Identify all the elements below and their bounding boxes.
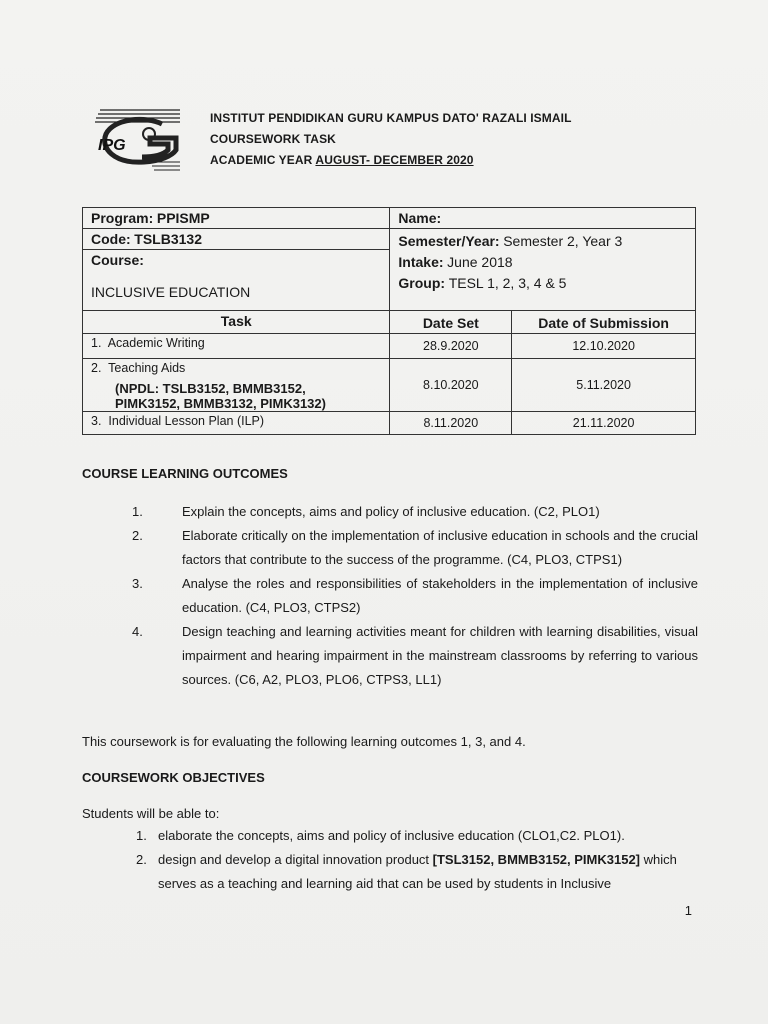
program-label: Program: xyxy=(91,210,154,226)
objective-codes: [TSL3152, BMMB3152, PIMK3152] xyxy=(432,852,641,867)
date-set-cell: 28.9.2020 xyxy=(390,334,512,359)
clo-text: Explain the concepts, aims and policy of inclusive education. (C2, PLO1) xyxy=(182,504,600,519)
list-item xyxy=(128,572,698,620)
academic-year xyxy=(210,150,572,171)
objective-text-pre: design and develop a digital innovation product xyxy=(158,852,433,867)
clo-text: Analyse the roles and responsibilities of stakeholders in the implementation of inclusive education. (C4, PLO3, CTPS2) xyxy=(182,576,698,615)
task-cell xyxy=(83,412,390,435)
clo-text: Elaborate critically on the implementation of inclusive education in schools and the crucial factors that contribute to the success of the programme. (C4, PLO3, CTPS1) xyxy=(182,528,698,567)
objective-number: 1. xyxy=(136,828,147,843)
task-name: Teaching Aids xyxy=(108,361,186,375)
submission-cell: 21.11.2020 xyxy=(512,412,696,435)
npdl-line-1: (NPDL: TSLB3152, BMMB3152, xyxy=(115,381,306,396)
academic-year-value: AUGUST- DECEMBER 2020 xyxy=(315,153,474,167)
course-label: Course: xyxy=(91,252,144,268)
institute-name: INSTITUT PENDIDIKAN GURU KAMPUS DATO' RAZALI ISMAIL xyxy=(210,111,572,125)
task-number: 1. xyxy=(91,336,102,350)
submission-cell: 5.11.2020 xyxy=(512,359,696,412)
clo-number: 1. xyxy=(132,504,143,519)
program-cell xyxy=(83,208,390,229)
clo-text: Design teaching and learning activities meant for children with learning disabilities, visual impairment and hearing impairment in the mainstream classrooms by referring to various sources. (C6, A2, PLO3, PLO6, CTPS3, LL1) xyxy=(182,624,698,687)
objectives-title: COURSEWORK OBJECTIVES xyxy=(82,770,265,785)
clo-list xyxy=(128,500,698,692)
course-cell xyxy=(83,250,390,311)
table-row xyxy=(83,359,696,412)
intake-value: June 2018 xyxy=(447,254,513,270)
objective-text-post: which serves as a teaching and learning aid that can be used by students in Inclusive xyxy=(158,852,677,891)
task-header: Task xyxy=(83,311,390,334)
ipg-logo xyxy=(92,104,184,174)
semester-value: Semester 2, Year 3 xyxy=(503,233,623,249)
task-cell xyxy=(83,334,390,359)
program-value: PPISMP xyxy=(156,210,210,226)
objective-text: elaborate the concepts, aims and policy of inclusive education (CLO1,C2. PLO1). xyxy=(158,828,625,843)
list-item xyxy=(136,824,701,848)
name-cell xyxy=(390,208,696,229)
list-item xyxy=(128,500,698,524)
clo-title: COURSE LEARNING OUTCOMES xyxy=(82,466,288,481)
date-set-cell: 8.10.2020 xyxy=(390,359,512,412)
code-value: TSLB3132 xyxy=(134,231,202,247)
date-submission-header: Date of Submission xyxy=(512,311,696,334)
task-name: Individual Lesson Plan (ILP) xyxy=(108,414,265,428)
intake-label: Intake: xyxy=(398,254,444,270)
table-row xyxy=(83,334,696,359)
list-item xyxy=(128,524,698,572)
date-set-header: Date Set xyxy=(390,311,512,334)
clo-number: 3. xyxy=(132,576,143,591)
course-info-table xyxy=(82,207,696,435)
group-value: TESL 1, 2, 3, 4 & 5 xyxy=(448,275,567,291)
clo-number: 4. xyxy=(132,624,143,639)
objectives-intro: Students will be able to: xyxy=(82,806,220,821)
submission-cell: 12.10.2020 xyxy=(512,334,696,359)
document-header xyxy=(210,108,572,171)
objectives-list xyxy=(136,824,701,896)
course-value: INCLUSIVE EDUCATION xyxy=(91,284,251,300)
name-label: Name: xyxy=(398,210,442,226)
page-number: 1 xyxy=(684,903,692,918)
task-number: 2. xyxy=(91,361,102,375)
list-item xyxy=(128,620,698,692)
table-row xyxy=(83,412,696,435)
task-number: 3. xyxy=(91,414,102,428)
task-name: Academic Writing xyxy=(107,336,205,350)
evaluating-note: This coursework is for evaluating the following learning outcomes 1, 3, and 4. xyxy=(82,734,526,749)
group-label: Group: xyxy=(398,275,446,291)
header-subtitle: COURSEWORK TASK xyxy=(210,132,336,146)
academic-year-prefix: ACADEMIC YEAR xyxy=(210,153,316,167)
code-label: Code: xyxy=(91,231,131,247)
clo-number: 2. xyxy=(132,528,143,543)
svg-text:IPG: IPG xyxy=(98,137,126,154)
npdl-line-2: PIMK3152, BMMB3132, PIMK3132) xyxy=(115,396,326,411)
semester-label: Semester/Year: xyxy=(398,233,500,249)
date-set-cell: 8.11.2020 xyxy=(390,412,512,435)
list-item xyxy=(136,848,701,896)
semester-cell xyxy=(390,229,696,311)
objective-number: 2. xyxy=(136,852,147,867)
task-cell xyxy=(83,359,390,412)
objective-text xyxy=(158,848,701,896)
code-cell xyxy=(83,229,390,250)
